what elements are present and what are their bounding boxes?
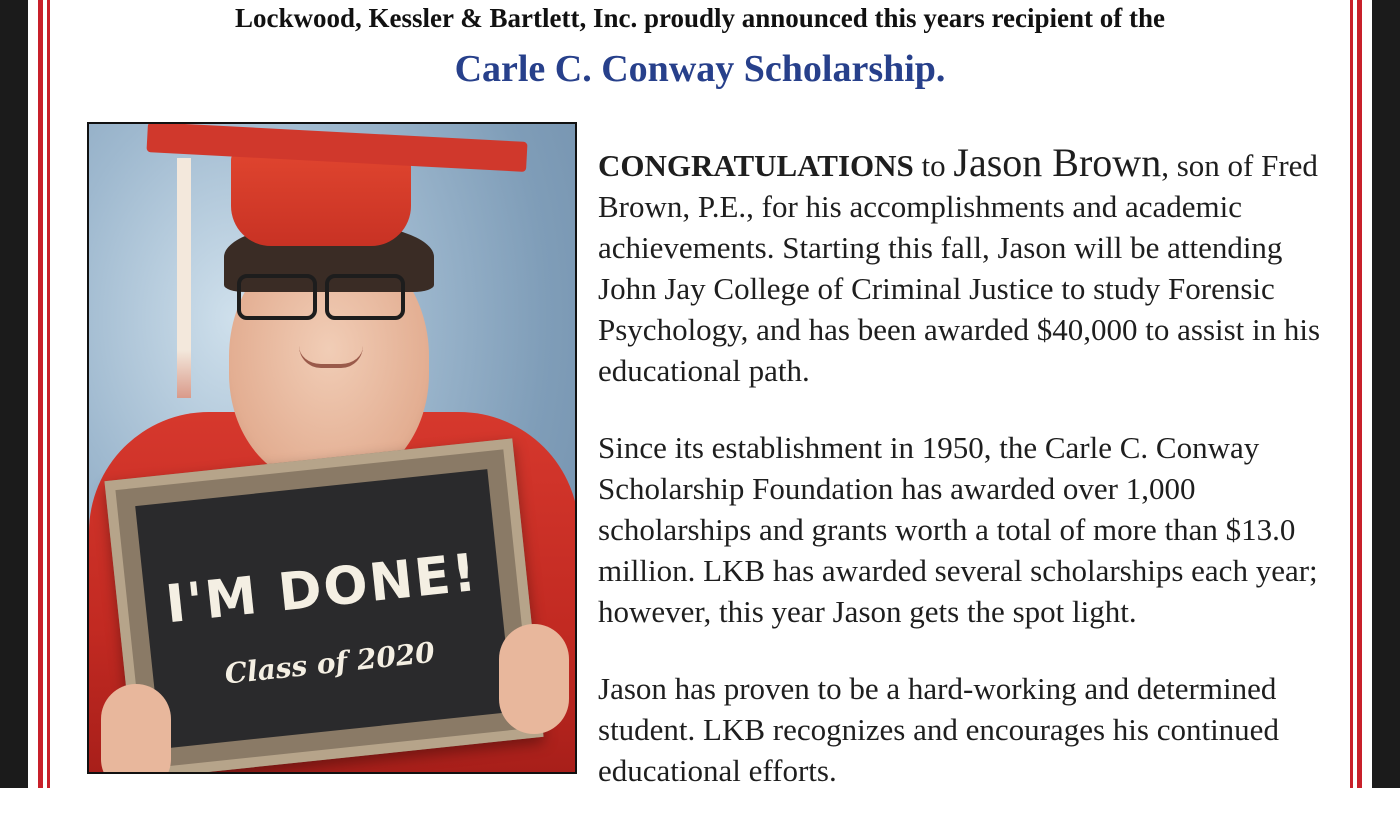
sign-subtext: Class of 2020: [223, 635, 437, 691]
paragraph-foundation: Since its establishment in 1950, the Carle C. Conway Scholarship Foundation has awarded over 1,000 scholarships and grants worth a total of more than $13.0 million. LKB has awarded several scholarships each year; however, this year Jason gets the spot light.: [598, 430, 1318, 629]
paragraph-recognition: Jason has proven to be a hard-working and determined student. LKB recognizes and encourages his continued educational efforts.: [598, 671, 1279, 788]
frame-left-red-line-inner: [47, 0, 50, 788]
sign-text: I'M DONE!: [163, 542, 481, 636]
frame-right-border: [1372, 0, 1400, 788]
congratulations-lead: CONGRATULATIONS: [598, 148, 914, 183]
congratulations-to: to: [921, 148, 946, 183]
frame-left-red-line: [38, 0, 43, 788]
right-hand: [499, 624, 569, 734]
frame-right-red-line-inner: [1350, 0, 1353, 788]
glasses-left-lens: [237, 274, 317, 320]
chalkboard-surface: [135, 469, 513, 749]
graduate-photo: [87, 122, 577, 774]
paragraph-congratulations-text: , son of Fred Brown, P.E., for his accomplishments and academic achievements. Starting this fall, Jason will be attending John Jay College of Criminal Justice to study Forensic Psychology, and has been awarded $40,000 to assist in his educational path.: [598, 148, 1321, 388]
scholarship-title: Carle C. Conway Scholarship.: [454, 48, 946, 90]
recipient-name: Jason Brown: [953, 140, 1162, 185]
announcement-line: Lockwood, Kessler & Bartlett, Inc. proudly announced this years recipient of the: [235, 3, 1165, 33]
frame-left-border: [0, 0, 28, 788]
left-hand: [101, 684, 171, 774]
cap-tassel: [177, 158, 191, 398]
glasses-right-lens: [325, 274, 405, 320]
paragraph-congratulations: [598, 142, 1338, 391]
article-body: [598, 142, 1338, 827]
frame-right-red-line: [1357, 0, 1362, 788]
